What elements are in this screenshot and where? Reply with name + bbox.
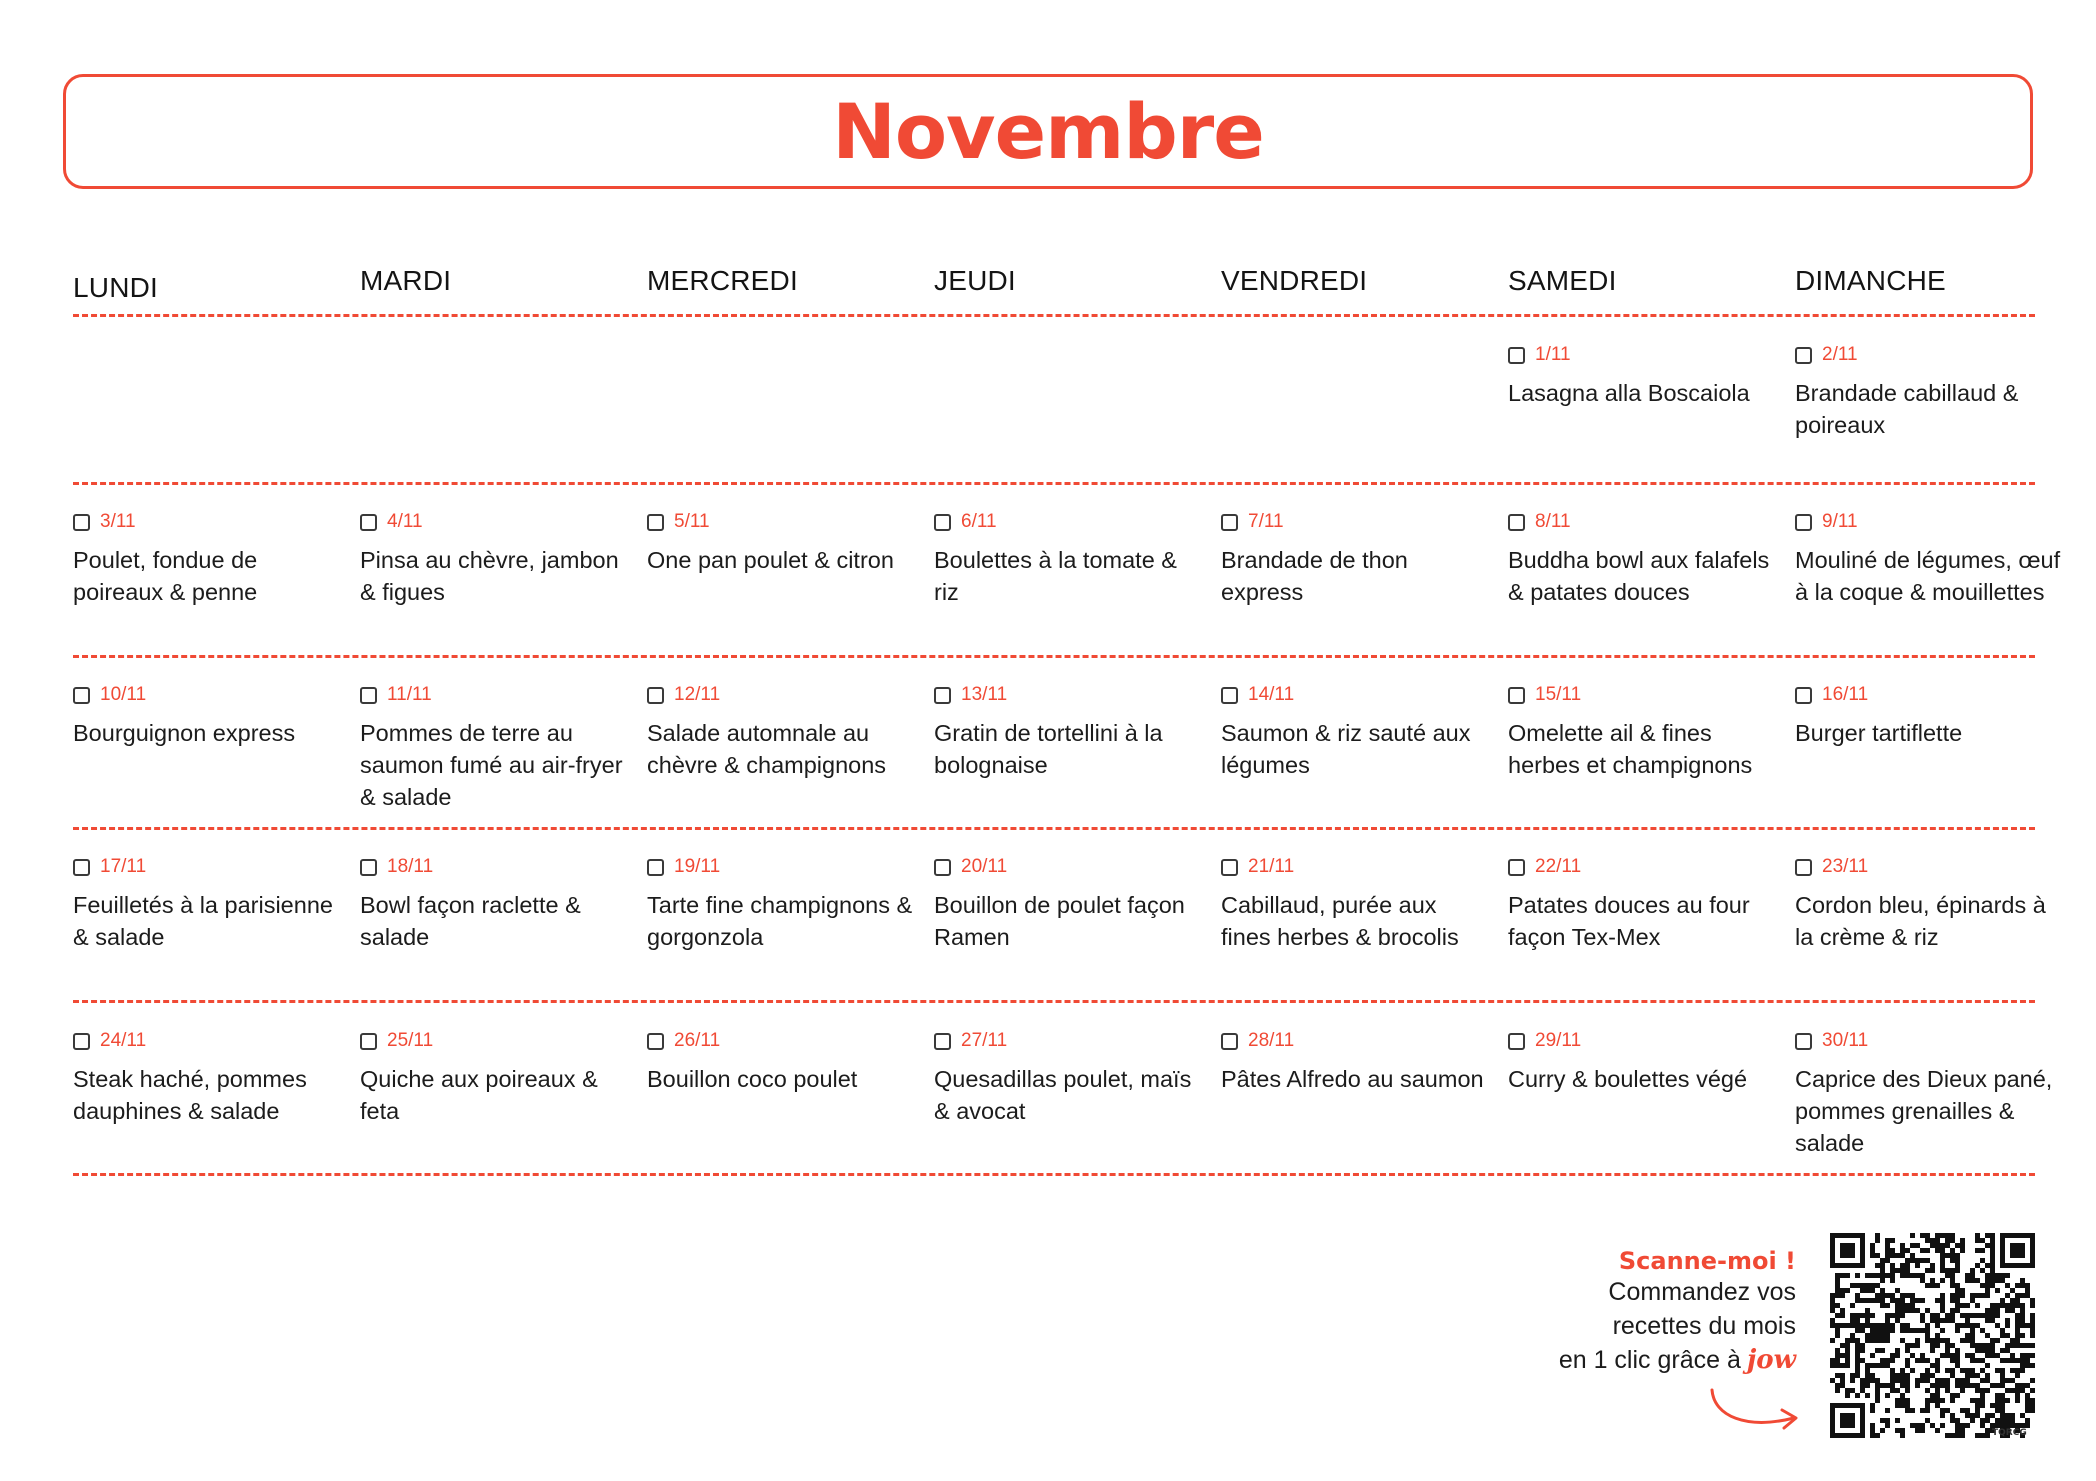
- cell-date-line: [1508, 683, 1778, 707]
- cell-date: 14/11: [1248, 684, 1295, 705]
- promo-line-3-text: en 1 clic grâce à: [1558, 1346, 1741, 1374]
- day-cell: [1508, 1029, 1778, 1095]
- cell-recipe: Saumon & riz sauté aux légumes: [1221, 720, 1471, 778]
- cell-recipe: Poulet, fondue de poireaux & penne: [73, 547, 258, 605]
- cell-date: 18/11: [387, 856, 434, 877]
- checkbox-icon[interactable]: [934, 687, 951, 704]
- cell-date: 29/11: [1535, 1030, 1582, 1051]
- day-cell: [360, 683, 630, 813]
- brand-logo: jow: [1746, 1345, 1796, 1375]
- day-header-5: SAMEDI: [1508, 265, 1617, 296]
- cell-date-line: [934, 510, 1204, 534]
- day-cell: [73, 855, 343, 953]
- cell-date: 13/11: [961, 684, 1008, 705]
- day-cell: [1795, 1029, 2065, 1159]
- cell-date-line: [1221, 1029, 1491, 1053]
- cell-recipe: Lasagna alla Boscaiola: [1508, 380, 1750, 406]
- checkbox-icon[interactable]: [73, 1033, 90, 1050]
- cell-recipe: One pan poulet & citron: [647, 547, 894, 573]
- cell-recipe: Pommes de terre au saumon fumé au air-fryer & salade: [360, 720, 623, 810]
- cell-recipe: Quiche aux poireaux & feta: [360, 1066, 598, 1124]
- cell-date: 10/11: [100, 684, 147, 705]
- cell-recipe: Buddha bowl aux falafels & patates douces: [1508, 547, 1770, 605]
- day-cell: [1221, 510, 1491, 608]
- cell-date-line: [1795, 1029, 2065, 1053]
- promo-line-3: [1436, 1343, 1796, 1377]
- checkbox-icon[interactable]: [360, 687, 377, 704]
- day-header-0: LUNDI: [73, 272, 159, 303]
- day-cell: [934, 855, 1204, 953]
- day-cell: [1221, 855, 1491, 953]
- day-cell: [934, 1029, 1204, 1127]
- checkbox-icon[interactable]: [647, 1033, 664, 1050]
- day-cell: [73, 1029, 343, 1127]
- checkbox-icon[interactable]: [1508, 347, 1525, 364]
- cell-date: 21/11: [1248, 856, 1295, 877]
- day-cell: [1795, 855, 2065, 953]
- day-cell: [647, 855, 917, 953]
- checkbox-icon[interactable]: [1221, 859, 1238, 876]
- day-cell: [73, 683, 343, 749]
- cell-date-line: [360, 510, 630, 534]
- cell-date-line: [1508, 855, 1778, 879]
- checkbox-icon[interactable]: [73, 514, 90, 531]
- checkbox-icon[interactable]: [1795, 514, 1812, 531]
- cell-recipe: Caprice des Dieux pané, pommes grenailles & salade: [1795, 1066, 2053, 1156]
- cell-date-line: [1795, 855, 2065, 879]
- curved-arrow-icon: [1706, 1386, 1806, 1436]
- checkbox-icon[interactable]: [647, 687, 664, 704]
- day-cell: [934, 683, 1204, 781]
- row-separator: [73, 655, 2035, 658]
- cell-date-line: [647, 855, 917, 879]
- cell-date-line: [360, 683, 630, 707]
- cell-date: 4/11: [387, 511, 423, 532]
- qr-caption: TQRCG: [1992, 1428, 2027, 1438]
- cell-date: 6/11: [961, 511, 997, 532]
- checkbox-icon[interactable]: [1508, 514, 1525, 531]
- day-header-4: VENDREDI: [1221, 265, 1368, 296]
- day-cell: [647, 510, 917, 576]
- day-cell: [647, 1029, 917, 1095]
- cell-recipe: Pinsa au chèvre, jambon & figues: [360, 547, 619, 605]
- day-cell: [1795, 343, 2065, 441]
- checkbox-icon[interactable]: [1221, 687, 1238, 704]
- cell-recipe: Boulettes à la tomate & riz: [934, 547, 1177, 605]
- cell-date: 7/11: [1248, 511, 1284, 532]
- cell-date: 5/11: [674, 511, 710, 532]
- day-cell: [360, 1029, 630, 1127]
- cell-recipe: Cordon bleu, épinards à la crème & riz: [1795, 892, 2046, 950]
- cell-date-line: [647, 683, 917, 707]
- day-cell: [1508, 855, 1778, 953]
- title-banner: [63, 74, 2033, 189]
- cell-date: 22/11: [1535, 856, 1582, 877]
- checkbox-icon[interactable]: [1221, 514, 1238, 531]
- cell-recipe: Bourguignon express: [73, 720, 296, 746]
- cell-date: 26/11: [674, 1030, 721, 1051]
- checkbox-icon[interactable]: [934, 859, 951, 876]
- checkbox-icon[interactable]: [1221, 1033, 1238, 1050]
- cell-date-line: [360, 855, 630, 879]
- promo-line-2: recettes du mois: [1612, 1312, 1796, 1340]
- day-cell: [73, 510, 343, 608]
- cell-date: 2/11: [1822, 344, 1858, 365]
- cell-date-line: [1795, 510, 2065, 534]
- checkbox-icon[interactable]: [647, 514, 664, 531]
- cell-recipe: Bouillon coco poulet: [647, 1066, 858, 1092]
- qr-code[interactable]: [1830, 1233, 2035, 1438]
- day-header-6: DIMANCHE: [1795, 265, 1946, 296]
- checkbox-icon[interactable]: [934, 1033, 951, 1050]
- checkbox-icon[interactable]: [1508, 687, 1525, 704]
- promo-line-1: Commandez vos: [1608, 1278, 1796, 1306]
- day-cell: [934, 510, 1204, 608]
- cell-date: 3/11: [100, 511, 136, 532]
- checkbox-icon[interactable]: [73, 687, 90, 704]
- checkbox-icon[interactable]: [1795, 347, 1812, 364]
- cell-recipe: Pâtes Alfredo au saumon: [1221, 1066, 1484, 1092]
- cell-date-line: [1508, 1029, 1778, 1053]
- day-header-3: JEUDI: [934, 265, 1016, 296]
- cell-date-line: [73, 855, 343, 879]
- cell-date: 9/11: [1822, 511, 1858, 532]
- cell-date-line: [647, 1029, 917, 1053]
- cell-recipe: Mouliné de légumes, œuf à la coque & mouillettes: [1795, 547, 2061, 605]
- cell-date-line: [934, 1029, 1204, 1053]
- cell-date-line: [1795, 343, 2065, 367]
- day-cell: [1221, 683, 1491, 781]
- cell-recipe: Omelette ail & fines herbes et champignons: [1508, 720, 1753, 778]
- day-cell: [1221, 1029, 1491, 1095]
- cell-recipe: Quesadillas poulet, maïs & avocat: [934, 1066, 1192, 1124]
- cell-recipe: Burger tartiflette: [1795, 720, 1963, 746]
- row-separator: [73, 314, 2035, 317]
- checkbox-icon[interactable]: [1508, 1033, 1525, 1050]
- day-cell: [1795, 683, 2065, 749]
- cell-date: 24/11: [100, 1030, 147, 1051]
- cell-recipe: Brandade cabillaud & poireaux: [1795, 380, 2019, 438]
- cell-date: 11/11: [387, 684, 432, 705]
- day-header-2: MERCREDI: [647, 265, 798, 296]
- checkbox-icon[interactable]: [360, 514, 377, 531]
- day-header-1: MARDI: [360, 265, 452, 296]
- cell-recipe: Bowl façon raclette & salade: [360, 892, 581, 950]
- cell-recipe: Brandade de thon express: [1221, 547, 1408, 605]
- cell-date: 17/11: [100, 856, 147, 877]
- day-cell: [1508, 343, 1778, 409]
- checkbox-icon[interactable]: [73, 859, 90, 876]
- cell-date-line: [1795, 683, 2065, 707]
- row-separator: [73, 1000, 2035, 1003]
- checkbox-icon[interactable]: [647, 859, 664, 876]
- cell-date-line: [934, 855, 1204, 879]
- cell-recipe: Steak haché, pommes dauphines & salade: [73, 1066, 307, 1124]
- cell-date: 23/11: [1822, 856, 1869, 877]
- cell-date-line: [73, 1029, 343, 1053]
- cell-date: 16/11: [1822, 684, 1869, 705]
- cell-date-line: [1508, 343, 1778, 367]
- cell-recipe: Bouillon de poulet façon Ramen: [934, 892, 1185, 950]
- cell-recipe: Feuilletés à la parisienne & salade: [73, 892, 333, 950]
- cell-date-line: [73, 510, 343, 534]
- cell-recipe: Gratin de tortellini à la bolognaise: [934, 720, 1163, 778]
- cell-date: 30/11: [1822, 1030, 1869, 1051]
- cell-recipe: Cabillaud, purée aux fines herbes & brocolis: [1221, 892, 1459, 950]
- row-separator: [73, 827, 2035, 830]
- cell-recipe: Patates douces au four façon Tex-Mex: [1508, 892, 1750, 950]
- cell-date: 27/11: [961, 1030, 1008, 1051]
- cell-date: 15/11: [1535, 684, 1582, 705]
- cell-date: 1/11: [1535, 344, 1571, 365]
- promo-cta: Scanne-moi !: [1618, 1247, 1796, 1275]
- cell-date-line: [1508, 510, 1778, 534]
- cell-date: 28/11: [1248, 1030, 1295, 1051]
- day-cell: [1508, 683, 1778, 781]
- cell-date-line: [934, 683, 1204, 707]
- checkbox-icon[interactable]: [1795, 687, 1812, 704]
- cell-date-line: [1221, 683, 1491, 707]
- checkbox-icon[interactable]: [1795, 1033, 1812, 1050]
- cell-date-line: [1221, 510, 1491, 534]
- day-cell: [360, 855, 630, 953]
- checkbox-icon[interactable]: [1508, 859, 1525, 876]
- day-cell: [1508, 510, 1778, 608]
- promo-block: [1436, 1247, 1796, 1377]
- day-cell: [1795, 510, 2065, 608]
- checkbox-icon[interactable]: [934, 514, 951, 531]
- cell-date: 8/11: [1535, 511, 1571, 532]
- cell-recipe: Salade automnale au chèvre & champignons: [647, 720, 887, 778]
- cell-date: 12/11: [674, 684, 721, 705]
- cell-date: 20/11: [961, 856, 1008, 877]
- cell-date-line: [647, 510, 917, 534]
- cell-recipe: Curry & boulettes végé: [1508, 1066, 1748, 1092]
- cell-date-line: [1221, 855, 1491, 879]
- day-cell: [360, 510, 630, 608]
- cell-date-line: [73, 683, 343, 707]
- cell-recipe: Tarte fine champignons & gorgonzola: [647, 892, 913, 950]
- cell-date: 25/11: [387, 1030, 434, 1051]
- cell-date-line: [360, 1029, 630, 1053]
- cell-date: 19/11: [674, 856, 721, 877]
- checkbox-icon[interactable]: [1795, 859, 1812, 876]
- checkbox-icon[interactable]: [360, 1033, 377, 1050]
- row-separator: [73, 482, 2035, 485]
- row-separator: [73, 1173, 2035, 1176]
- day-cell: [647, 683, 917, 781]
- checkbox-icon[interactable]: [360, 859, 377, 876]
- page-title: Novembre: [832, 87, 1264, 176]
